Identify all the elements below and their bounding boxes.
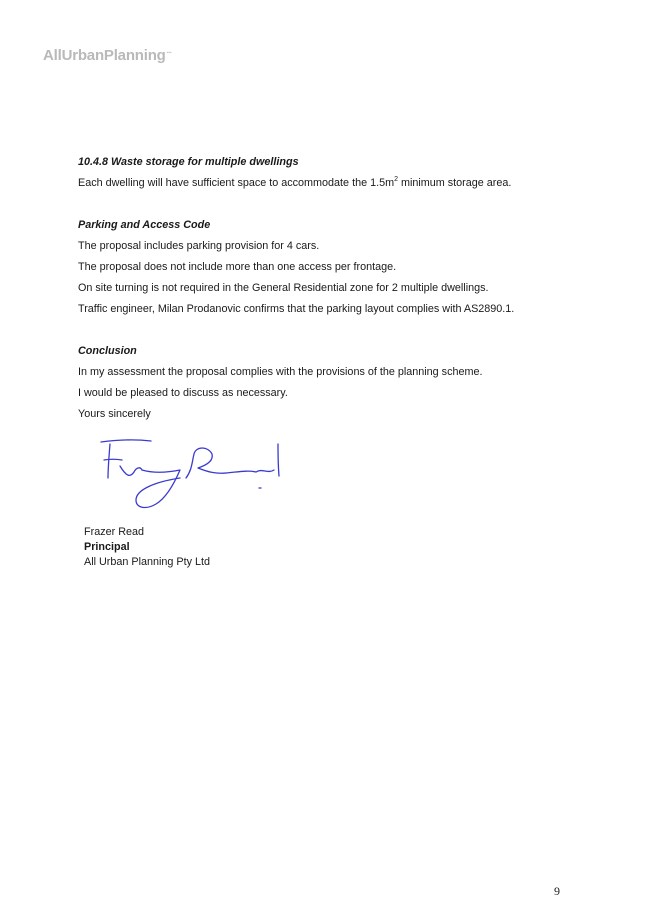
conclusion-line-2: I would be pleased to discuss as necessary. bbox=[78, 387, 288, 399]
waste-storage-heading: 10.4.8 Waste storage for multiple dwellings bbox=[78, 156, 299, 168]
waste-text-after: minimum storage area. bbox=[397, 177, 512, 189]
page-number: 9 bbox=[554, 884, 560, 898]
signature-strokes bbox=[101, 440, 279, 508]
superscript-two: 2 bbox=[394, 176, 398, 183]
waste-storage-text bbox=[78, 173, 578, 194]
parking-line-4: Traffic engineer, Milan Prodanovic confirms that the parking layout complies with AS2890.1. bbox=[78, 303, 515, 315]
signatory-company: All Urban Planning Pty Ltd bbox=[84, 556, 211, 568]
signatory-name: Frazer Read bbox=[84, 526, 145, 538]
signatory-role: Principal bbox=[84, 541, 130, 553]
conclusion-line-1: In my assessment the proposal complies with the provisions of the planning scheme. bbox=[78, 366, 483, 378]
handwritten-signature bbox=[96, 432, 296, 514]
company-logo bbox=[43, 47, 171, 64]
logo-text: AllUrbanPlanning bbox=[43, 47, 166, 64]
signoff-block bbox=[84, 525, 210, 570]
parking-line-2: The proposal does not include more than one access per frontage. bbox=[78, 261, 397, 273]
waste-text-before: Each dwelling will have sufficient space to accommodate the 1.5m bbox=[78, 177, 395, 189]
parking-heading: Parking and Access Code bbox=[78, 219, 211, 231]
closing-salutation: Yours sincerely bbox=[78, 408, 151, 420]
parking-line-1: The proposal includes parking provision for 4 cars. bbox=[78, 240, 320, 252]
logo-mark: ▪▪▪ bbox=[166, 50, 172, 56]
section-gap bbox=[78, 320, 578, 341]
section-gap bbox=[78, 194, 578, 215]
letter-body bbox=[78, 152, 578, 425]
parking-line-3: On site turning is not required in the General Residential zone for 2 multiple dwellings. bbox=[78, 282, 489, 294]
conclusion-heading: Conclusion bbox=[78, 345, 137, 357]
